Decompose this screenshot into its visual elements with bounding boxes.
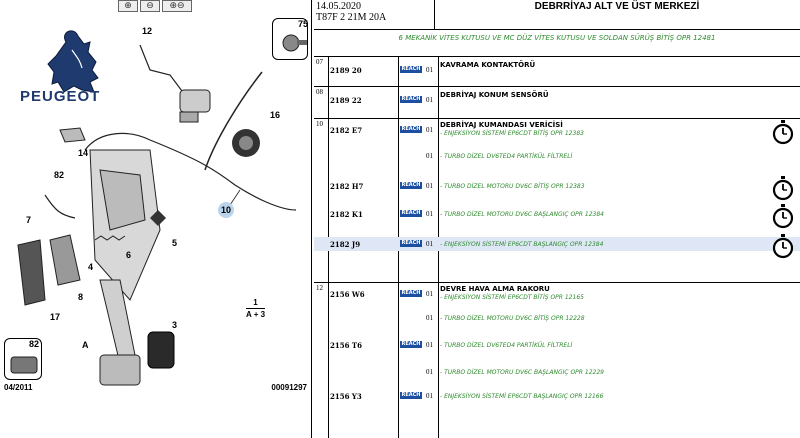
labour-time-stopwatch-icon[interactable]: [772, 119, 794, 145]
labour-time-stopwatch-icon[interactable]: [772, 175, 794, 201]
part-group: [314, 86, 800, 118]
group-number: 08: [316, 88, 323, 96]
part-row[interactable]: [314, 149, 800, 163]
part-row[interactable]: [314, 389, 800, 403]
part-number: 12: [142, 26, 153, 36]
date-code: 04/2011: [4, 383, 33, 392]
part-note: - TURBO DİZEL MOTORU DV6C BAŞLANGIÇ OPR 12229: [440, 369, 604, 376]
part-name: DEBRİYAJ KONUM SENSÖRÜ: [440, 91, 549, 99]
part-name: DEBRİYAJ KUMANDASI VERİCİSİ: [440, 121, 563, 129]
reach-badge[interactable]: REACH: [401, 341, 421, 347]
labour-time-stopwatch-icon[interactable]: [772, 233, 794, 259]
zoom-toolbar: [118, 0, 192, 12]
zoom-out-button[interactable]: ⊖: [140, 0, 160, 12]
part-quantity: 01: [426, 392, 433, 400]
parts-list: [314, 56, 800, 438]
part-reference: 2156 W6: [330, 290, 365, 299]
part-group: [314, 282, 800, 438]
part-quantity: 01: [426, 240, 433, 248]
part-number: 82: [54, 170, 65, 180]
part-row[interactable]: [314, 207, 800, 221]
part-reference: 2182 H7: [330, 182, 364, 191]
header-date: 14.05.2020: [316, 1, 361, 12]
part-name: DEVRE HAVA ALMA RAKORU: [440, 285, 550, 293]
drawing-reference: 00091297: [271, 383, 307, 392]
part-reference: 2156 Y3: [330, 392, 362, 401]
reach-badge[interactable]: REACH: [401, 126, 421, 132]
part-quantity: 01: [426, 126, 433, 134]
part-note: - ENJEKSİYON SİSTEMİ EP6CDT BAŞLANGIÇ OPR 12166: [440, 393, 604, 400]
part-quantity: 01: [426, 290, 433, 298]
part-quantity: 01: [426, 66, 433, 74]
part-quantity: 01: [426, 341, 433, 349]
part-number: 8: [78, 292, 84, 302]
part-number: 4: [88, 262, 94, 272]
part-group: [314, 56, 800, 86]
part-82-box: [4, 338, 42, 380]
part-number: 75: [298, 19, 309, 29]
part-75-box: [272, 18, 308, 60]
header-model: T87F 2 21M 20A: [316, 12, 387, 23]
part-row[interactable]: [314, 93, 800, 107]
brand-name: PEUGEOT: [20, 88, 101, 105]
part-reference: 2182 E7: [330, 126, 363, 135]
part-reference: 2189 22: [330, 96, 362, 105]
zoom-in-button[interactable]: ⊕: [118, 0, 138, 12]
part-note: - ENJEKSİYON SİSTEMİ EP6CDT BAŞLANGIÇ OPR 12384: [440, 241, 604, 248]
fraction-label: [246, 298, 265, 319]
reach-badge[interactable]: REACH: [401, 290, 421, 296]
part-number: 82: [29, 339, 40, 349]
part-number: 5: [172, 238, 178, 248]
reach-badge[interactable]: REACH: [401, 392, 421, 398]
part-number: A: [82, 340, 89, 350]
part-quantity: 01: [426, 314, 433, 322]
part-quantity: 01: [426, 152, 433, 160]
group-number: 10: [316, 120, 323, 128]
reach-badge[interactable]: REACH: [401, 210, 421, 216]
part-number: 3: [172, 320, 178, 330]
part-number: 14: [78, 148, 89, 158]
part-quantity: 01: [426, 210, 433, 218]
part-note: - TURBO DİZEL DV6TED4 PARTİKÜL FİLTRELİ: [440, 153, 573, 160]
part-reference: 2156 T6: [330, 341, 362, 350]
fraction-top: 1: [253, 298, 258, 307]
exploded-diagram: [0, 0, 312, 438]
part-reference: 2182 J9: [330, 240, 361, 249]
part-row[interactable]: [314, 179, 800, 193]
part-reference: 2189 20: [330, 66, 362, 75]
part-row[interactable]: [314, 311, 800, 325]
part-reference: 2182 K1: [330, 210, 363, 219]
part-row[interactable]: [314, 63, 800, 77]
group-number: 12: [316, 284, 323, 292]
page-header: [314, 0, 800, 30]
part-quantity: 01: [426, 96, 433, 104]
part-quantity: 01: [426, 368, 433, 376]
reach-badge[interactable]: REACH: [401, 66, 421, 72]
reach-badge[interactable]: REACH: [401, 96, 421, 102]
part-row[interactable]: [314, 123, 800, 137]
part-note: - ENJEKSİYON SİSTEMİ EP6CDT BİTİŞ OPR 12165: [440, 294, 584, 301]
part-number: 6: [126, 250, 132, 260]
reach-badge[interactable]: REACH: [401, 182, 421, 188]
part-quantity: 01: [426, 182, 433, 190]
labour-time-stopwatch-icon[interactable]: [772, 203, 794, 229]
part-note: - TURBO DİZEL DV6TED4 PARTİKÜL FİLTRELİ: [440, 342, 573, 349]
group-number: 07: [316, 58, 323, 66]
part-row[interactable]: [314, 338, 800, 352]
part-note: - TURBO DİZEL MOTORU DV6C BİTİŞ OPR 12383: [440, 183, 585, 190]
page-title: DEBRRİYAJ ALT VE ÜST MERKEZİ: [534, 1, 700, 12]
part-number: 7: [26, 215, 32, 225]
part-number: 17: [50, 312, 61, 322]
part-number: 16: [270, 110, 281, 120]
part-row[interactable]: [314, 237, 800, 251]
callout-10[interactable]: 10: [218, 202, 234, 218]
reach-badge[interactable]: REACH: [401, 240, 421, 246]
header-info: [316, 1, 386, 23]
fraction-bottom: A + 3: [246, 310, 266, 319]
zoom-fit-button[interactable]: ⊕⊖: [162, 0, 192, 12]
part-row[interactable]: [314, 287, 800, 301]
part-group: [314, 118, 800, 282]
part-note: - ENJEKSİYON SİSTEMİ EP6CDT BİTİŞ OPR 12383: [440, 130, 584, 137]
part-note: - TURBO DİZEL MOTORU DV6C BAŞLANGIÇ OPR 12384: [440, 211, 604, 218]
gearbox-subtitle: 6 MEKANİK VİTES KUTUSU VE MC DÜZ VİTES KUTUSU VE SOLDAN SÜRÜŞ BİTİŞ OPR 12481: [398, 34, 716, 42]
part-name: KAVRAMA KONTAKTÖRÜ: [440, 61, 536, 69]
part-row[interactable]: [314, 365, 800, 379]
part-note: - TURBO DİZEL MOTORU DV6C BİTİŞ OPR 12228: [440, 315, 585, 322]
